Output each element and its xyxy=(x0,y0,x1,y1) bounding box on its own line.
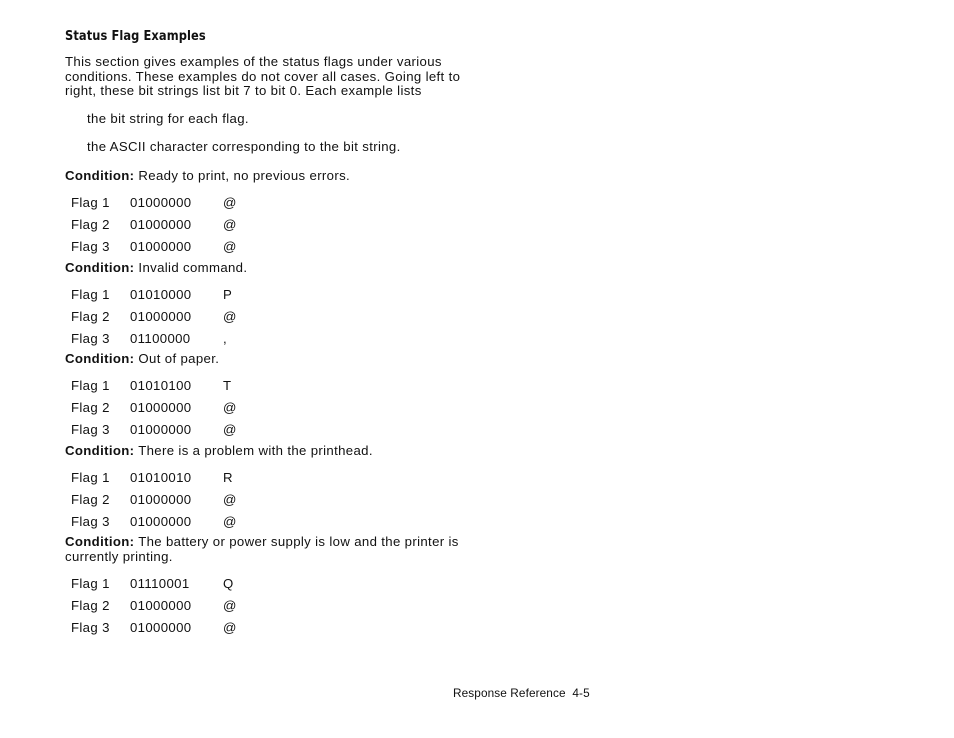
flag-bits: 01000000 xyxy=(130,308,192,324)
condition-text xyxy=(65,352,525,367)
flag-char: P xyxy=(223,286,233,302)
condition-text xyxy=(65,169,525,184)
flag-bits: 01000000 xyxy=(130,400,192,415)
flag-char: @ xyxy=(223,491,237,507)
flag-char: @ xyxy=(223,217,237,232)
flag-table xyxy=(71,283,525,349)
flag-name: Flag 2 xyxy=(71,597,110,613)
flag-char: @ xyxy=(223,597,237,613)
table-row xyxy=(71,192,525,214)
condition-label: Condition: xyxy=(65,259,135,275)
flag-char: @ xyxy=(223,513,237,529)
condition-block xyxy=(65,535,525,638)
flag-name: Flag 3 xyxy=(71,330,110,346)
flag-char: @ xyxy=(223,422,237,437)
flag-table xyxy=(71,572,525,638)
flag-name: Flag 1 xyxy=(71,195,110,210)
flag-bits: 01010000 xyxy=(130,286,192,302)
table-row xyxy=(71,236,525,258)
flag-char: R xyxy=(223,469,233,485)
condition-text xyxy=(65,444,525,459)
condition-label: Condition: xyxy=(65,351,135,366)
condition-text xyxy=(65,535,525,564)
flag-bits: 01000000 xyxy=(130,597,192,613)
condition-description: There is a problem with the printhead. xyxy=(134,442,373,458)
flag-char: @ xyxy=(223,239,237,254)
flag-table xyxy=(71,466,525,532)
flag-bits: 01000000 xyxy=(130,195,192,210)
table-row xyxy=(71,214,525,236)
example-list xyxy=(65,112,525,155)
flag-char: @ xyxy=(223,619,237,635)
flag-bits: 01000000 xyxy=(130,619,192,635)
condition-block xyxy=(65,444,525,533)
flag-table xyxy=(71,375,525,441)
flag-table xyxy=(71,192,525,258)
table-row xyxy=(71,594,525,616)
condition-label: Condition: xyxy=(65,534,135,549)
table-row xyxy=(71,572,525,594)
condition-text xyxy=(65,261,525,276)
flag-name: Flag 3 xyxy=(71,513,110,529)
flag-name: Flag 2 xyxy=(71,308,110,324)
intro-paragraph: This section gives examples of the status flags under various conditions. These examples do not cover all cases. Going left to right, these bit strings list bit 7 to bit 0. Each example lists xyxy=(65,54,461,98)
flag-name: Flag 1 xyxy=(71,575,110,591)
condition-description: Invalid command. xyxy=(134,259,248,275)
table-row xyxy=(71,375,525,397)
flag-name: Flag 1 xyxy=(71,378,110,393)
flag-name: Flag 3 xyxy=(71,422,110,437)
flag-name: Flag 3 xyxy=(71,619,110,635)
table-row xyxy=(71,327,525,349)
table-row xyxy=(71,283,525,305)
flag-char: , xyxy=(223,330,228,346)
flag-char: @ xyxy=(223,308,237,324)
condition-description: Out of paper. xyxy=(134,351,220,366)
flag-char: @ xyxy=(223,195,237,210)
flag-char: Q xyxy=(223,575,234,591)
section-title: Status Flag Examples xyxy=(65,29,206,44)
flag-name: Flag 1 xyxy=(71,469,110,485)
flag-char: T xyxy=(223,378,232,393)
flag-bits: 01110001 xyxy=(130,575,190,591)
condition-label: Condition: xyxy=(65,168,135,183)
flag-name: Flag 2 xyxy=(71,400,110,415)
table-row xyxy=(71,488,525,510)
table-row xyxy=(71,510,525,532)
condition-block xyxy=(65,261,525,350)
table-row xyxy=(71,616,525,638)
flag-bits: 01000000 xyxy=(130,491,192,507)
table-row xyxy=(71,466,525,488)
flag-bits: 01010010 xyxy=(130,469,192,485)
condition-description: The battery or power supply is low and the printer is currently printing. xyxy=(65,534,459,564)
table-row xyxy=(71,305,525,327)
list-item: the bit string for each flag. xyxy=(87,110,249,126)
table-row xyxy=(71,397,525,419)
condition-description: Ready to print, no previous errors. xyxy=(134,168,351,183)
page-footer: Response Reference 4-5 xyxy=(453,686,590,700)
conditions-list xyxy=(65,169,525,638)
flag-bits: 01000000 xyxy=(130,513,192,529)
condition-block xyxy=(65,169,525,258)
list-item: the ASCII character corresponding to the bit string. xyxy=(87,138,401,154)
flag-bits: 01000000 xyxy=(130,217,192,232)
table-row xyxy=(71,419,525,441)
flag-name: Flag 2 xyxy=(71,491,110,507)
flag-bits: 01100000 xyxy=(130,330,191,346)
flag-bits: 01000000 xyxy=(130,422,192,437)
flag-bits: 01010100 xyxy=(130,378,192,393)
flag-name: Flag 2 xyxy=(71,217,110,232)
condition-block xyxy=(65,352,525,441)
flag-name: Flag 1 xyxy=(71,286,110,302)
flag-name: Flag 3 xyxy=(71,239,110,254)
page-content xyxy=(65,28,525,638)
flag-char: @ xyxy=(223,400,237,415)
condition-label: Condition: xyxy=(65,442,135,458)
flag-bits: 01000000 xyxy=(130,239,192,254)
